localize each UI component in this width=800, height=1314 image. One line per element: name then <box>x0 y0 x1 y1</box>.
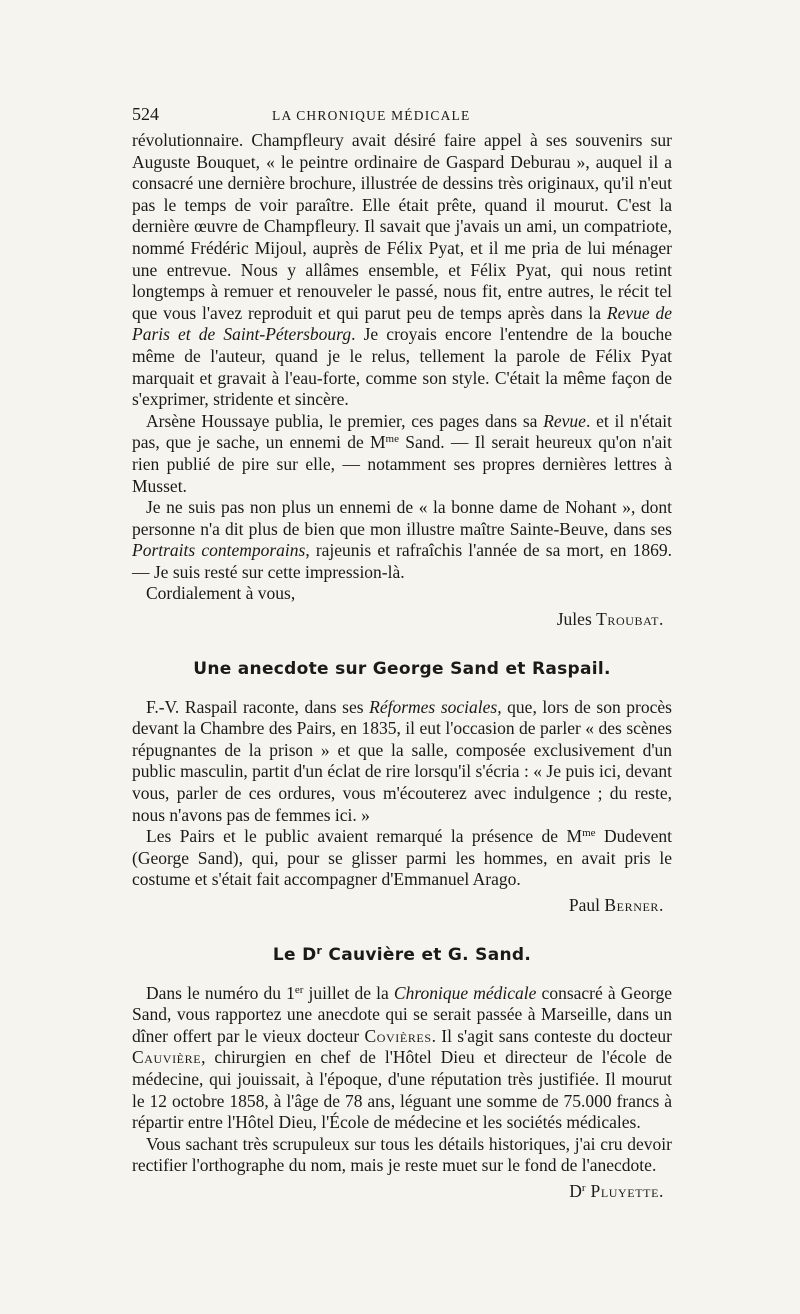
paragraph: F.-V. Raspail raconte, dans ses Réformes sociales, que, lors de son procès devant la Chambre des Pairs, en 1835, il eut l'occasion de parler « des scènes répugnantes de la prison » et que la salle, composée exclusivement d'un public masculin, partit d'un éclat de rire lorsqu'il s'écria : « Je puis ici, devant vous, parler de ces ordures, vous m'écouterez avec indulgence ; du reste, nous n'avons pas de femmes ici. » <box>132 696 672 825</box>
section-cauviere <box>132 945 672 1203</box>
signature-troubat: Jules Troubat. <box>556 609 664 630</box>
paragraph: Vous sachant très scrupuleux sur tous les détails historiques, j'ai cru devoir rectifier l'orthographe du nom, mais je reste muet sur le fond de l'anecdote. <box>132 1133 672 1176</box>
signature-berner: Paul Berner. <box>568 895 664 915</box>
section-raspail <box>132 659 672 917</box>
signature-pluyette: $D^r$ Pluyette. <box>569 1180 664 1201</box>
section-title: Une anecdote sur George Sand et Raspail. <box>193 658 611 679</box>
paragraph: Les Pairs et le public avaient remarqué la présence de $M^{me}$ Dudevent (George Sand), qui, pour se glisser parmi les hommes, en avait pris le costume et s'était fait accompagner d'Emmanuel Arago. <box>132 826 672 890</box>
letter-troubat <box>132 130 672 631</box>
section-title: Le $D^r$ Cauvière et G. Sand. <box>272 943 532 965</box>
paragraph: Arsène Houssaye publia, le premier, ces pages dans sa Revue. et il n'était pas, que je sache, un ennemi de $M^{me}$ Sand. — Il serait heureux qu'on n'ait rien publié de pire sur elle, — notamment ses propres dernières lettres à Musset. <box>132 410 672 496</box>
page-number: 524 <box>132 104 159 124</box>
paragraph: Je ne suis pas non plus un ennemi de « la bonne dame de Nohant », dont personne n'a dit plus de bien que mon illustre maître Sainte-Beuve, dans ses Portraits contemporains, rajeunis et rafraîchis l'année de sa mort, en 1869. — Je suis resté sur cette impression-là. <box>132 497 673 582</box>
running-title: LA CHRONIQUE MÉDICALE <box>272 108 471 123</box>
closing-line: Cordialement à vous, <box>146 583 296 604</box>
paragraph: Dans le numéro du 1er juillet de la Chronique médicale consacré à George Sand, vous rapportez une anecdote qui se serait passée à Marseille, dans un dîner offert par le vieux docteur Covières. Il s'agit sans conteste du docteur Cauvière, chirurgien en chef de l'Hôtel Dieu et directeur de l'école de médecine, qui jouissait, à l'époque, d'une réputation très justifiée. Il mourut le 12 octobre 1858, à l'âge de 78 ans, léguant une somme de 75.000 francs à répartir entre l'Hôtel Dieu, l'École de médecine et les sociétés médicales. <box>132 982 672 1133</box>
running-head <box>132 104 672 126</box>
paragraph: révolutionnaire. Champfleury avait désiré faire appel à ses souvenirs sur Auguste Bouquet, « le peintre ordinaire de Gaspard Deburau », auquel il a consacré une dernière brochure, illustrée de dessins très originaux, qu'il n'eut pas le temps de voir paraître. Elle était prête, quand il mourut. C'est la dernière œuvre de Champfleury. Il savait que j'avais un ami, un compatriote, nommé Frédéric Mijoul, auprès de Félix Pyat, et il me pria de lui ménager une entrevue. Nous y allâmes ensemble, et Félix Pyat, qui nous retint longtemps à remuer et renouveler le passé, nous fit, entre autres, le récit tel que vous l'avez reproduit et qui parut peu de temps après dans la Revue de Paris et de Saint-Pétersbourg. Je croyais encore l'entendre de la bouche même de l'auteur, quand je le relus, tellement la parole de Félix Pyat marquait et gravait à l'eau-forte, comme son style. C'était la même façon de s'exprimer, stridente et sincère. <box>132 130 672 410</box>
